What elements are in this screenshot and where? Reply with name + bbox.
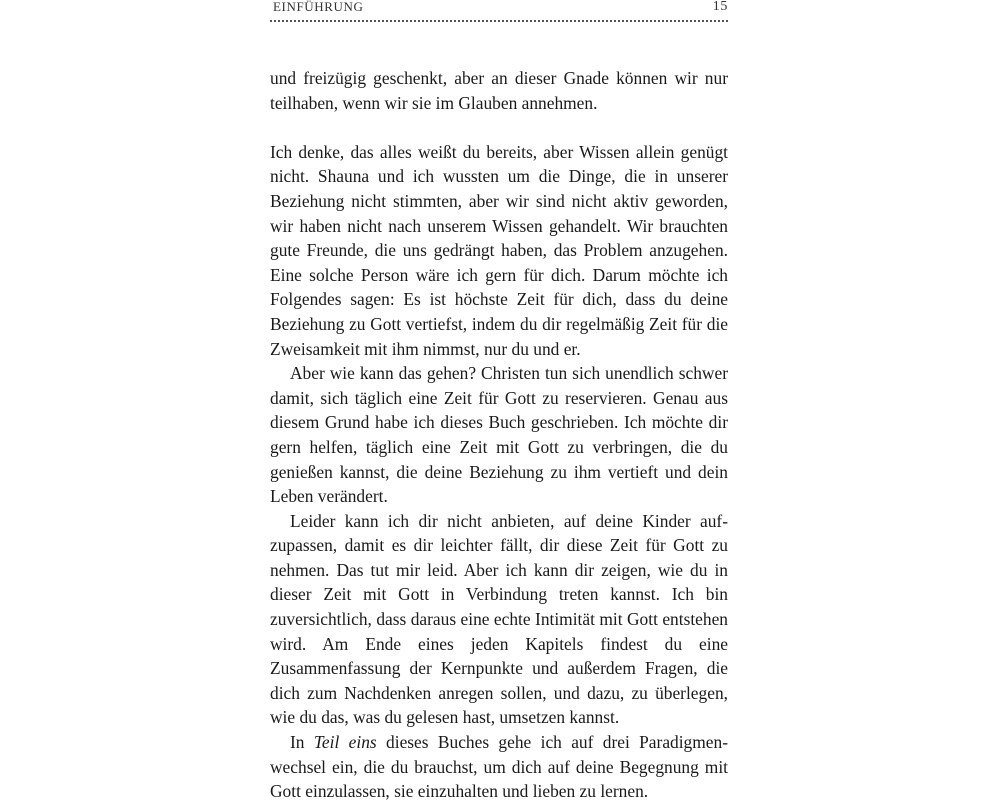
- paragraph-5-start: In: [290, 732, 305, 753]
- section-title: EINFÜHRUNG: [273, 0, 364, 14]
- body-text: [270, 66, 728, 804]
- paragraph-3: Aber wie kann das gehen? Christen tun sich unendlich schwer damit, sich täglich eine Zeit für Gott zu reservieren. Genau aus diesem Grund habe ich dieses Buch geschrieben. Ich möchte dir gern helfen, täglich eine Zeit mit Gott zu verbringen, die du genießen kannst, die deine Beziehung zu ihm vertieft und dein Leben verändert.: [270, 363, 728, 507]
- paragraph-4: Leider kann ich dir nicht anbieten, auf deine Kinder aufzupassen, damit es dir leichter fällt, dir diese Zeit für Gott zu nehmen. Das tut mir leid. Aber ich kann dir zeigen, wie du in dieser Zeit mit Gott in Verbindung treten kannst. Ich bin zuversichtlich, dass daraus eine echte Intimität mit Gott entstehen wird. Am Ende eines jeden Kapitels findest du eine Zusammenfassung der Kernpunkte und außerdem Fragen, die dich zum Nachdenken anregen sollen, und dazu, zu überlegen, wie du das, was du gelesen hast, umsetzen kannst.: [270, 510, 728, 728]
- part-one-emphasis: Teil eins: [313, 732, 377, 753]
- paragraph-2: Ich denke, das alles weißt du bereits, aber Wissen allein genügt nicht. Shauna und ich wussten um die Dinge, die in unserer Beziehung nicht stimmten, aber wir sind nicht aktiv geworden, wir haben nicht nach unserem Wissen gehandelt. Wir brauchten gute Freunde, die uns gedrängt haben, das Problem anzugehen. Eine solche Person wäre ich gern für dich. Darum möchte ich Folgendes sagen: Es ist höchste Zeit für dich, dass du deine Beziehung zu Gott vertiefst, indem du dir regelmäßig Zeit für die Zweisamkeit mit ihm nimmst, nur du und er.: [270, 141, 728, 359]
- book-page: [270, 0, 728, 802]
- page-number: 15: [712, 0, 728, 14]
- paragraph-5: [270, 730, 728, 804]
- paragraph-5-rest: dieses Buches gehe ich auf drei Paradigmenwechsel ein, die du brauchst, um dich auf deine Begegnung mit Gott einzulassen, sie einzuhalten und lieben zu lernen.: [270, 732, 728, 802]
- paragraph-1: und freizügig geschenkt, aber an dieser Gnade können wir nur teilhaben, wenn wir sie im Glauben annehmen.: [270, 68, 728, 113]
- running-header: [270, 0, 728, 22]
